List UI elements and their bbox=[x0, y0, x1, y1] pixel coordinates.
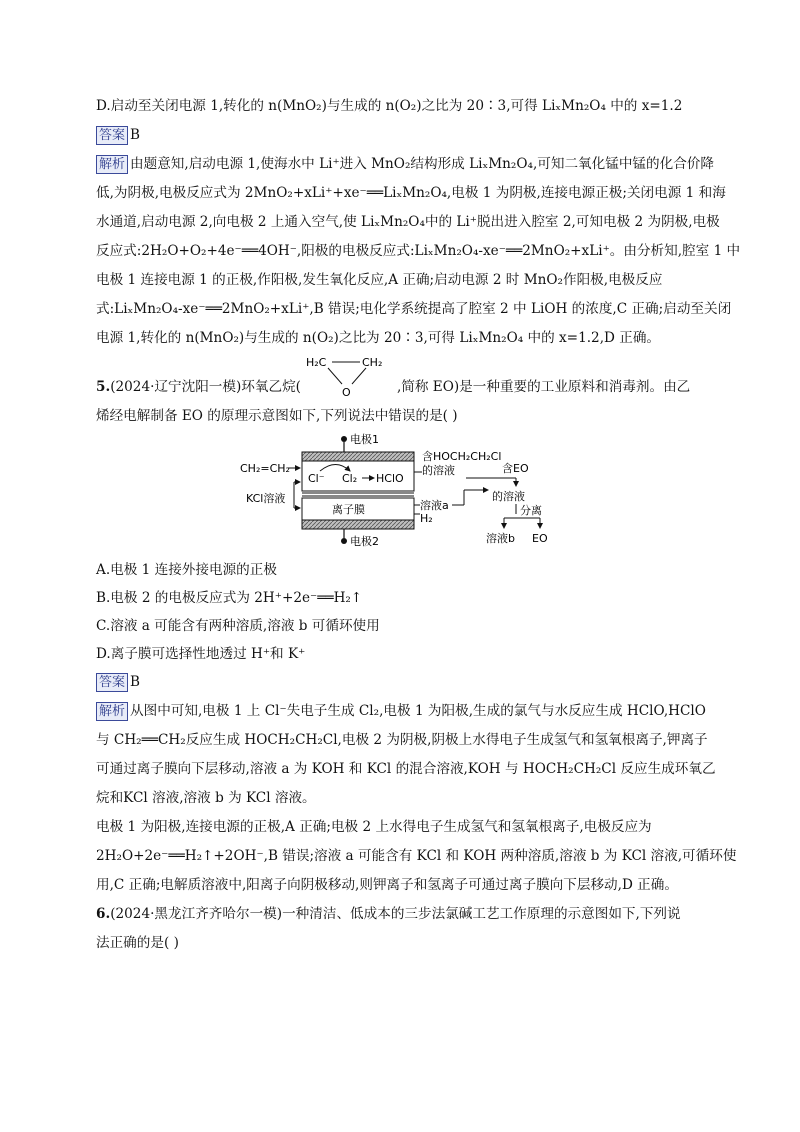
q5-option-d: D.离子膜可选择性地透过 H⁺和 K⁺ bbox=[96, 646, 306, 662]
cl-ion-label: Cl⁻ bbox=[308, 472, 325, 485]
q5-analysis-line-7: 用,C 正确;电解质溶液中,阳离子向阴极移动,则钾离子和氢离子可通过离子膜向下层移动,D 正确。 bbox=[96, 877, 678, 893]
eo-sol-line-1: 含EO bbox=[502, 462, 529, 475]
electrolysis-diagram bbox=[240, 430, 590, 560]
q5-stem-line-1 bbox=[96, 377, 690, 397]
ethylene-label: CH₂=CH₂ bbox=[240, 462, 290, 475]
q5-option-b: B.电极 2 的电极反应式为 2H⁺+2e⁻══H₂↑ bbox=[96, 590, 363, 606]
stem-part-a: (2024·辽宁沈阳一模)环氧乙烷( bbox=[110, 379, 301, 395]
separate-label: 分离 bbox=[520, 504, 542, 517]
q5-analysis-line-3: 可通过离子膜向下层移动,溶液 a 为 KOH 和 KCl 的混合溶液,KOH 与 HOCH₂CH₂Cl 反应生成环氧乙 bbox=[96, 761, 716, 777]
answer-value: B bbox=[130, 127, 141, 143]
analysis-text: 由题意知,启动电源 1,使海水中 Li⁺进入 MnO₂结构形成 LiₓMn₂O₄,可知二氧化锰中锰的化合价降 bbox=[130, 156, 714, 172]
kcl-label: KCl溶液 bbox=[246, 492, 286, 505]
q5-option-c: C.溶液 a 可能含有两种溶质,溶液 b 可循环使用 bbox=[96, 618, 380, 634]
q5-answer bbox=[96, 672, 140, 692]
stem-text: (2024·黑龙江齐齐哈尔一模)一种清洁、低成本的三步法氯碱工艺工作原理的示意图如下,下列说 bbox=[110, 906, 681, 922]
q4-analysis-line-7: 电源 1,转化的 n(MnO₂)与生成的 n(O₂)之比为 20∶3,可得 LiₓMn₂O₄ 中的 x=1.2,D 正确。 bbox=[96, 330, 661, 346]
q4-answer bbox=[96, 125, 140, 145]
q4-analysis-line-3: 水通道,启动电源 2,向电极 2 上通入空气,使 LiₓMn₂O₄中的 Li⁺脱出进入腔室 2,可知电极 2 为阴极,电极 bbox=[96, 214, 720, 230]
q4-analysis-line-5: 电极 1 连接电源 1 的正极,作阳极,发生氧化反应,A 正确;启动电源 2 时 MnO₂作阳极,电极反应 bbox=[96, 272, 663, 288]
analysis-tag: 解析 bbox=[96, 702, 128, 721]
h2-label: H₂ bbox=[420, 512, 433, 525]
cl2-label: Cl₂ bbox=[342, 472, 358, 485]
q5-analysis-line-4: 烷和KCl 溶液,溶液 b 为 KCl 溶液。 bbox=[96, 790, 316, 806]
q5-analysis-line-1 bbox=[96, 701, 706, 721]
struct-right: CH₂ bbox=[362, 356, 383, 369]
q4-option-d: D.启动至关闭电源 1,转化的 n(MnO₂)与生成的 n(O₂)之比为 20∶3,可得 LiₓMn₂O₄ 中的 x=1.2 bbox=[96, 98, 683, 114]
q5-stem-line-2: 烯经电解制备 EO 的原理示意图如下,下列说法中错误的是( ) bbox=[96, 408, 458, 424]
q4-analysis-line-2: 低,为阴极,电极反应式为 2MnO₂+xLi⁺+xe⁻══LiₓMn₂O₄,电极 1 为阴极,连接电源正极;关闭电源 1 和海 bbox=[96, 185, 726, 201]
out1-line-2: 的溶液 bbox=[422, 464, 455, 477]
electrode-1-label: 电极1 bbox=[350, 433, 379, 446]
stem-part-b: ,简称 EO)是一种重要的工业原料和消毒剂。由乙 bbox=[396, 379, 691, 395]
struct-o: O bbox=[342, 386, 351, 399]
q5-option-a: A.电极 1 连接外接电源的正极 bbox=[96, 562, 277, 578]
q4-analysis-line-4: 反应式:2H₂O+O₂+4e⁻══4OH⁻,阳极的电极反应式:LiₓMn₂O₄-xe⁻══2MnO₂+xLi⁺。由分析知,腔室 1 中 bbox=[96, 243, 741, 259]
answer-value: B bbox=[130, 674, 141, 690]
q4-analysis-line-1 bbox=[96, 154, 714, 174]
hclo-label: HClO bbox=[376, 472, 404, 485]
q6-stem-line-1 bbox=[96, 904, 681, 924]
q4-analysis-line-6: 式:LiₓMn₂O₄-xe⁻══2MnO₂+xLi⁺,B 错误;电化学系统提高了腔室 2 中 LiOH 的浓度,C 正确;启动至关闭 bbox=[96, 301, 732, 317]
question-number: 5. bbox=[96, 379, 111, 395]
q5-analysis-line-5: 电极 1 为阳极,连接电源的正极,A 正确;电极 2 上水得电子生成氢气和氢氧根离子,电极反应为 bbox=[96, 819, 652, 835]
q5-analysis-line-2: 与 CH₂══CH₂反应生成 HOCH₂CH₂Cl,电极 2 为阴极,阴极上水得电子生成氢气和氢氧根离子,钾离子 bbox=[96, 732, 708, 748]
electrode-2-label: 电极2 bbox=[350, 535, 379, 548]
eo-label: EO bbox=[532, 532, 548, 545]
membrane-label: 离子膜 bbox=[332, 503, 365, 516]
sol-b-label: 溶液b bbox=[486, 532, 515, 545]
out1-line-1: 含HOCH₂CH₂Cl bbox=[422, 450, 502, 463]
sol-a-label: 溶液a bbox=[420, 499, 449, 512]
analysis-text: 从图中可知,电极 1 上 Cl⁻失电子生成 Cl₂,电极 1 为阳极,生成的氯气与水反应生成 HClO,HClO bbox=[130, 703, 706, 719]
eo-sol-line-2: 的溶液 bbox=[492, 490, 525, 503]
answer-tag: 答案 bbox=[96, 126, 128, 145]
question-number: 6. bbox=[96, 906, 111, 922]
struct-left: H₂C bbox=[306, 356, 327, 369]
q5-analysis-line-6: 2H₂O+2e⁻══H₂↑+2OH⁻,B 错误;溶液 a 可能含有 KCl 和 KOH 两种溶质,溶液 b 为 KCl 溶液,可循环使 bbox=[96, 848, 737, 864]
analysis-tag: 解析 bbox=[96, 155, 128, 174]
answer-tag: 答案 bbox=[96, 673, 128, 692]
q6-stem-line-2: 法正确的是( ) bbox=[96, 935, 179, 951]
